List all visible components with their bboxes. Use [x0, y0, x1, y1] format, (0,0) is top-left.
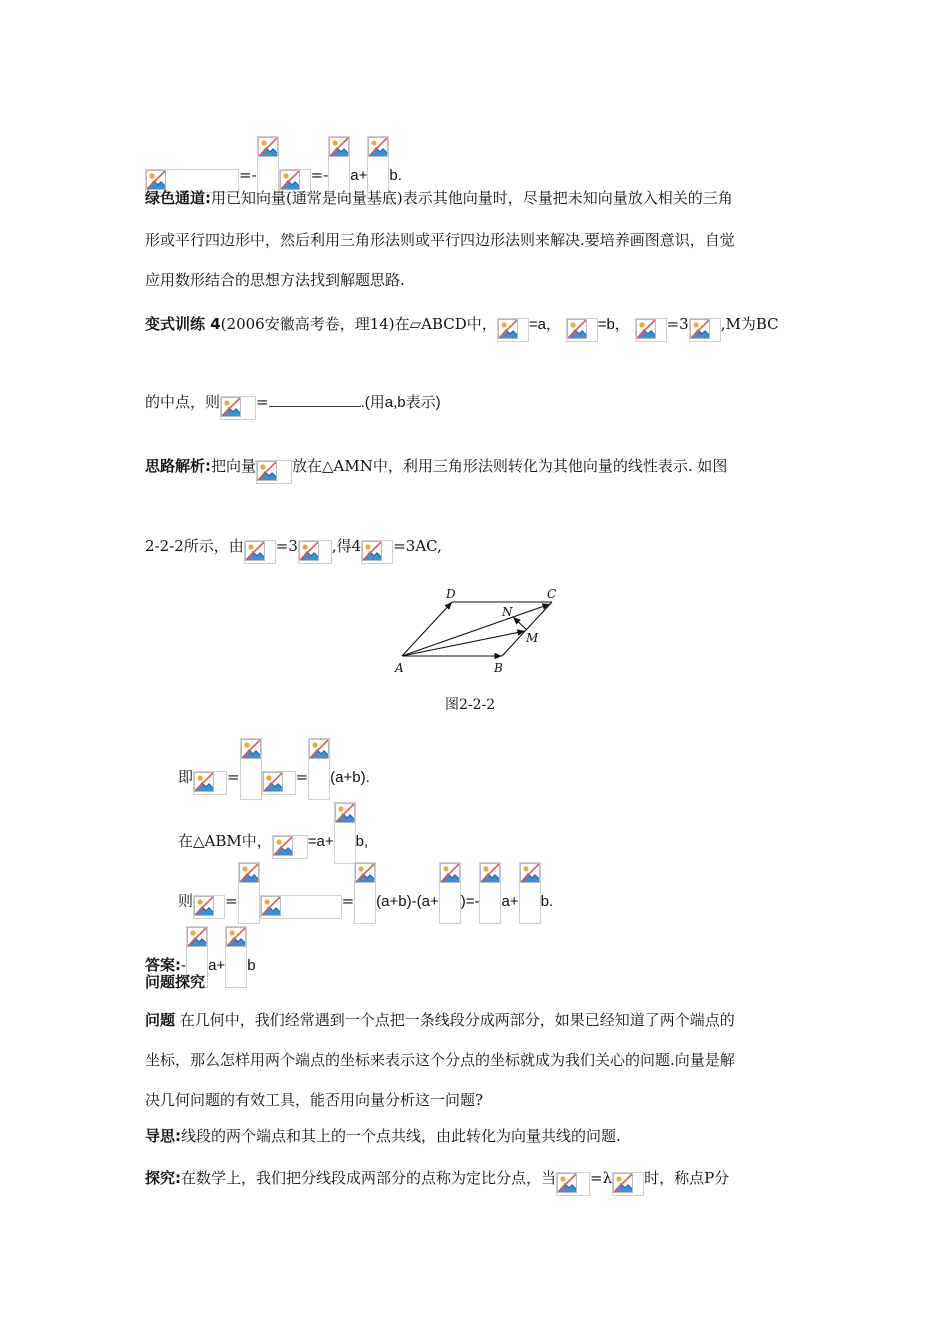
formula-image-box	[612, 1172, 644, 1196]
variant-label: 变式训练 4	[145, 315, 221, 333]
fraction-box	[225, 926, 247, 988]
answer-text: b	[247, 957, 256, 974]
fraction-box	[334, 802, 356, 864]
variant-text: .(用a,b表示)	[360, 394, 441, 411]
step-line-3	[178, 862, 553, 924]
equals-text: =b，	[597, 316, 630, 333]
figure-caption: 图2-2-2	[445, 697, 496, 713]
step-text: 即	[178, 768, 194, 786]
formula-image-box	[298, 540, 332, 564]
formula-image-box	[193, 771, 227, 795]
image-placeholder-icon	[567, 319, 587, 339]
image-placeholder-icon	[194, 772, 214, 792]
image-placeholder-icon	[309, 739, 329, 759]
explore-heading: 问题探究	[145, 973, 206, 991]
image-placeholder-icon	[258, 137, 278, 157]
formula-image-box	[361, 540, 393, 564]
step-text: (a+b)-(a+	[376, 893, 439, 910]
fraction-box	[240, 738, 262, 800]
analysis-text: 把向量	[211, 457, 257, 475]
label-m: M	[526, 631, 539, 645]
coef-text: a+	[350, 167, 368, 184]
formula-image-box	[272, 835, 308, 859]
formula-image-box	[556, 1172, 590, 1196]
equals-text: =3	[666, 315, 689, 333]
label-b: B	[494, 661, 503, 675]
equals-text: =λ	[590, 1169, 613, 1187]
explore-label: 探究:	[145, 1169, 181, 1187]
green-channel-text: 形或平行四边形中，然后利用三角形法则或平行四边形法则来解决.要培养画图意识，自觉	[145, 231, 735, 249]
formula-image-box	[193, 895, 225, 919]
answer-label: 答案:	[145, 956, 181, 974]
question-label: 问题	[145, 1011, 176, 1029]
analysis-text: =3AC,	[393, 537, 442, 555]
step-text: (a+b).	[330, 769, 370, 786]
green-channel-text: 用已知向量(通常是向量基底)表示其他向量时，尽量把未知向量放入相关的三角	[211, 189, 733, 207]
step-text: 则	[178, 892, 194, 910]
image-placeholder-icon	[329, 137, 349, 157]
image-placeholder-icon	[440, 863, 460, 883]
question-line-3	[145, 1090, 483, 1110]
formula-image-box	[262, 771, 296, 795]
vector-mn	[513, 617, 527, 630]
equals-text: =-	[239, 166, 257, 184]
image-placeholder-icon	[221, 397, 241, 417]
green-channel-label: 绿色通道:	[145, 189, 211, 207]
image-placeholder-icon	[498, 319, 518, 339]
image-placeholder-icon	[273, 836, 293, 856]
label-n: N	[502, 605, 513, 619]
explore-text: 时，称点P分	[644, 1169, 730, 1187]
label-d: D	[446, 587, 456, 601]
equals-text: =	[227, 768, 240, 786]
image-placeholder-icon	[187, 927, 207, 947]
question-line-2	[145, 1050, 735, 1070]
green-channel-line-3	[145, 270, 405, 290]
analysis-line-2	[145, 536, 442, 564]
image-placeholder-icon	[690, 319, 710, 339]
image-placeholder-icon	[261, 896, 281, 916]
step-text: b,	[355, 833, 369, 850]
fraction-box	[238, 862, 260, 924]
vector-ac	[402, 604, 550, 656]
guide-label: 导思:	[145, 1127, 181, 1145]
answer-text: a+	[208, 957, 226, 974]
fraction-box	[308, 738, 330, 800]
explore-text: 在数学上，我们把分线段成两部分的点称为定比分点，当	[181, 1169, 557, 1187]
equals-text: =	[256, 393, 269, 411]
analysis-line-1	[145, 452, 727, 484]
guide-line	[145, 1126, 621, 1146]
step-text: a+	[501, 893, 519, 910]
image-placeholder-icon	[226, 927, 246, 947]
formula-image-box	[256, 460, 292, 484]
step-line-1	[178, 738, 370, 800]
formula-image-box	[635, 318, 667, 342]
green-channel-text: 应用数形结合的思想方法找到解题思路.	[145, 271, 405, 289]
fraction-box	[479, 862, 501, 924]
equals-text: =a，	[528, 316, 561, 333]
image-placeholder-icon	[263, 772, 283, 792]
image-placeholder-icon	[194, 896, 214, 916]
green-channel-line-1	[145, 188, 733, 208]
question-text: 坐标，那么怎样用两个端点的坐标来表示这个分点的坐标就成为我们关心的问题.向量是解	[145, 1051, 735, 1069]
variant-line-2	[145, 392, 441, 420]
variant-line-1	[145, 310, 779, 342]
equals-text: =	[341, 892, 355, 910]
question-line-1	[145, 1010, 735, 1030]
analysis-text: ,得4	[331, 537, 362, 555]
green-channel-line-2	[145, 230, 735, 250]
variant-text: 的中点，则	[145, 393, 221, 411]
image-placeholder-icon	[520, 863, 540, 883]
image-placeholder-icon	[335, 803, 355, 823]
parallelogram-figure	[392, 584, 562, 678]
question-text: 决几何问题的有效工具，能否用向量分析这一问题?	[145, 1091, 484, 1109]
image-placeholder-icon	[239, 863, 259, 883]
image-placeholder-icon	[613, 1173, 633, 1193]
formula-image-box	[497, 318, 529, 342]
analysis-text: 放在△AMN中，利用三角形法则转化为其他向量的线性表示. 如图	[292, 457, 728, 475]
analysis-label: 思路解析:	[145, 457, 211, 475]
formula-image-box	[689, 318, 721, 342]
image-placeholder-icon	[280, 170, 300, 190]
answer-blank	[269, 392, 361, 407]
label-c: C	[547, 587, 557, 601]
image-placeholder-icon	[146, 170, 166, 190]
image-placeholder-icon	[245, 541, 265, 561]
formula-image-box	[260, 895, 342, 919]
image-placeholder-icon	[299, 541, 319, 561]
equals-text: =	[225, 892, 238, 910]
label-a: A	[395, 661, 404, 675]
image-placeholder-icon	[257, 461, 277, 481]
step-line-2	[178, 802, 368, 864]
equals-text: =	[295, 768, 309, 786]
image-placeholder-icon	[557, 1173, 577, 1193]
step-text: b.	[540, 893, 554, 910]
explore-heading-line	[145, 972, 205, 992]
image-placeholder-icon	[241, 739, 261, 759]
fraction-box	[354, 862, 376, 924]
image-placeholder-icon	[355, 863, 375, 883]
image-placeholder-icon	[368, 137, 388, 157]
variant-tail: ,M为BC	[720, 315, 779, 333]
equals-text: =3	[275, 537, 298, 555]
step-text: 在△ABM中，	[178, 832, 272, 850]
step-text: )=-	[460, 893, 480, 910]
analysis-text: 2-2-2所示，由	[145, 537, 244, 555]
image-placeholder-icon	[480, 863, 500, 883]
formula-image-box	[220, 396, 256, 420]
formula-image-box	[566, 318, 598, 342]
guide-text: 线段的两个端点和其上的一个点共线，由此转化为向量共线的问题.	[181, 1127, 621, 1145]
image-placeholder-icon	[636, 319, 656, 339]
image-placeholder-icon	[362, 541, 382, 561]
answer-text: -	[181, 956, 187, 974]
fraction-box	[519, 862, 541, 924]
question-text: 在几何中，我们经常遇到一个点把一条线段分成两部分，如果已经知道了两个端点的	[175, 1011, 735, 1029]
variant-source: (2006安徽高考卷，理14)在▱ABCD中，	[220, 315, 497, 333]
equals-text: =-	[310, 166, 329, 184]
equals-text: =a+	[307, 833, 334, 850]
explore-line	[145, 1164, 729, 1196]
coef-text: b.	[389, 167, 402, 184]
formula-image-box	[244, 540, 276, 564]
fraction-box	[439, 862, 461, 924]
